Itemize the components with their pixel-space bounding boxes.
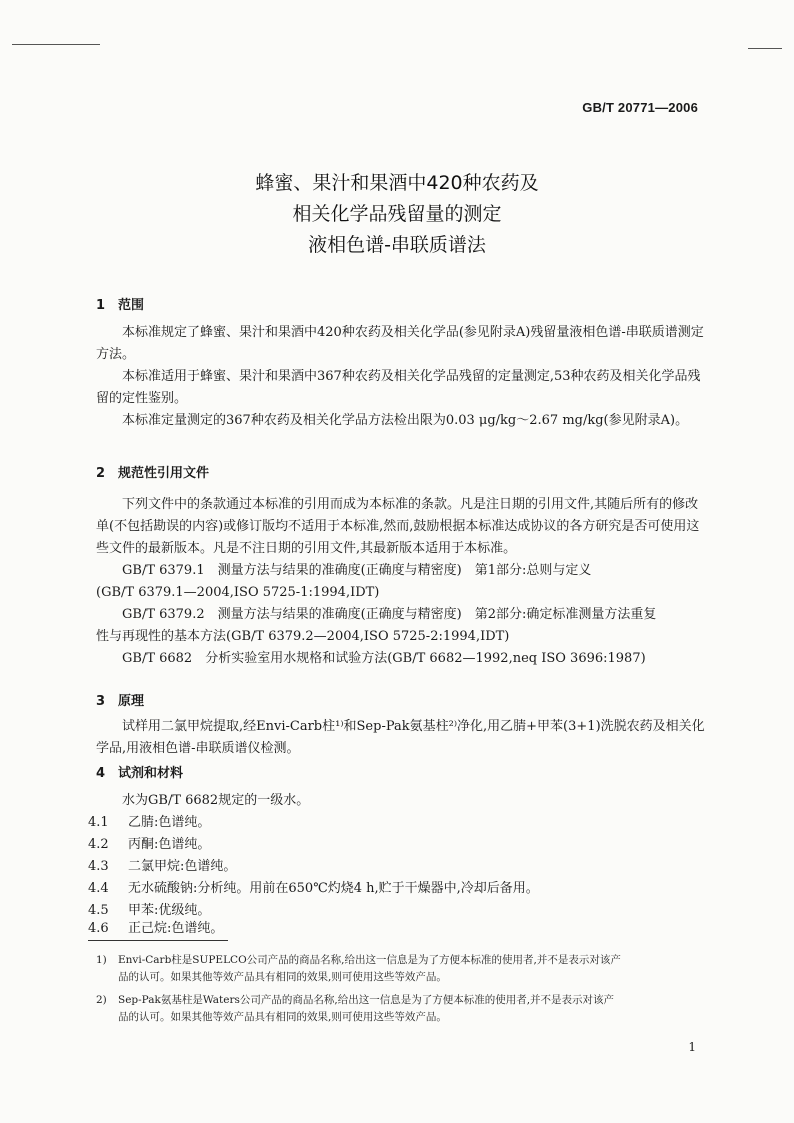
footnote xyxy=(96,952,716,986)
reference-entry xyxy=(96,560,708,604)
standard-number: GB/T 20771—2006 xyxy=(582,100,698,115)
reference-entry xyxy=(96,648,708,670)
reagent-item xyxy=(88,812,210,834)
item-text: 乙腈:色谱纯。 xyxy=(128,815,211,830)
scope-paragraph-1: 本标准规定了蜂蜜、果汁和果酒中420种农药及相关化学品(参见附录A)残留量液相色谱-串联质谱测定方法。 xyxy=(96,325,704,362)
footnote-line: Envi-Carb柱是SUPELCO公司产品的商品名称,给出这一信息是为了方便本标准的使用者,并不是表示对该产 xyxy=(118,954,621,966)
item-text: 二氯甲烷:色谱纯。 xyxy=(128,859,237,874)
title-line-3: 液相色谱-串联质谱法 xyxy=(308,234,486,256)
normative-intro-paragraph: 下列文件中的条款通过本标准的引用而成为本标准的条款。凡是注日期的引用文件,其随后所有的修改单(不包括勘误的内容)或修订版均不适用于本标准,然而,鼓励根据本标准达成协议的各方研究是否可使用这些文件的最新版本。凡是不注日期的引用文件,其最新版本适用于本标准。 xyxy=(96,497,700,556)
footnote-line: 品的认可。如果其他等效产品具有相同的效果,则可使用这些等效产品。 xyxy=(118,1011,447,1023)
section-heading-reagents xyxy=(96,762,183,781)
section-number: 4 xyxy=(96,766,106,781)
item-text: 无水硫酸钠:分析纯。用前在650℃灼烧4 h,贮于干燥器中,冷却后备用。 xyxy=(128,881,539,896)
item-number: 4.5 xyxy=(88,903,109,918)
reference-line: 性与再现性的基本方法(GB/T 6379.2—2004,ISO 5725-2:1994,IDT) xyxy=(96,629,510,644)
reagent-item xyxy=(88,834,210,856)
footnote-divider xyxy=(88,940,228,941)
item-number: 4.4 xyxy=(88,881,109,896)
footnote-mark: 1) xyxy=(96,954,107,966)
reagent-item xyxy=(88,918,223,940)
reference-line: (GB/T 6379.1—2004,ISO 5725-1:1994,IDT) xyxy=(96,585,380,600)
item-text: 甲苯:优级纯。 xyxy=(128,903,211,918)
reference-entry xyxy=(96,604,708,648)
scope-paragraph-3: 本标准定量测定的367种农药及相关化学品方法检出限为0.03 μg/kg～2.67 mg/kg(参见附录A)。 xyxy=(122,413,689,428)
section-title: 原理 xyxy=(118,694,145,709)
section-heading-scope xyxy=(96,294,144,313)
section-heading-normative-references xyxy=(96,462,209,481)
footnote-line: 品的认可。如果其他等效产品具有相同的效果,则可使用这些等效产品。 xyxy=(118,971,447,983)
scan-artifact-line xyxy=(12,44,100,45)
title-line-1: 蜂蜜、果汁和果酒中420种农药及 xyxy=(255,172,539,194)
item-number: 4.3 xyxy=(88,859,109,874)
section-title: 规范性引用文件 xyxy=(118,466,210,481)
footnote xyxy=(96,992,716,1026)
section-number: 3 xyxy=(96,694,106,709)
section-number: 2 xyxy=(96,466,106,481)
item-number: 4.2 xyxy=(88,837,109,852)
scan-artifact-line xyxy=(748,48,782,49)
footnote-mark: 2) xyxy=(96,994,107,1006)
section-title: 试剂和材料 xyxy=(118,766,184,781)
reagent-item xyxy=(88,856,236,878)
reagent-item xyxy=(88,878,539,900)
reagents-intro: 水为GB/T 6682规定的一级水。 xyxy=(122,793,310,808)
item-text: 正己烷:色谱纯。 xyxy=(128,921,224,936)
section-number: 1 xyxy=(96,298,106,313)
document-title xyxy=(0,168,794,261)
item-number: 4.6 xyxy=(88,921,109,936)
section-heading-principle xyxy=(96,690,144,709)
title-line-2: 相关化学品残留量的测定 xyxy=(292,203,502,225)
footnote-line: Sep-Pak氨基柱是Waters公司产品的商品名称,给出这一信息是为了方便本标准的使用者,并不是表示对该产 xyxy=(118,994,615,1006)
principle-paragraph: 试样用二氯甲烷提取,经Envi-Carb柱¹⁾和Sep-Pak氨基柱²⁾净化,用乙腈+甲苯(3+1)洗脱农药及相关化学品,用液相色谱-串联质谱仪检测。 xyxy=(96,719,705,756)
section-title: 范围 xyxy=(118,298,145,313)
scope-paragraph-2: 本标准适用于蜂蜜、果汁和果酒中367种农药及相关化学品残留的定量测定,53种农药及相关化学品残留的定性鉴别。 xyxy=(96,369,701,406)
reference-line: GB/T 6379.2 测量方法与结果的准确度(正确度与精密度) 第2部分:确定标准测量方法重复 xyxy=(122,607,657,622)
item-text: 丙酮:色谱纯。 xyxy=(128,837,211,852)
reference-line: GB/T 6379.1 测量方法与结果的准确度(正确度与精密度) 第1部分:总则与定义 xyxy=(122,563,592,578)
page-number: 1 xyxy=(688,1040,696,1054)
item-number: 4.1 xyxy=(88,815,109,830)
reference-line: GB/T 6682 分析实验室用水规格和试验方法(GB/T 6682—1992,neq ISO 3696:1987) xyxy=(122,651,646,666)
